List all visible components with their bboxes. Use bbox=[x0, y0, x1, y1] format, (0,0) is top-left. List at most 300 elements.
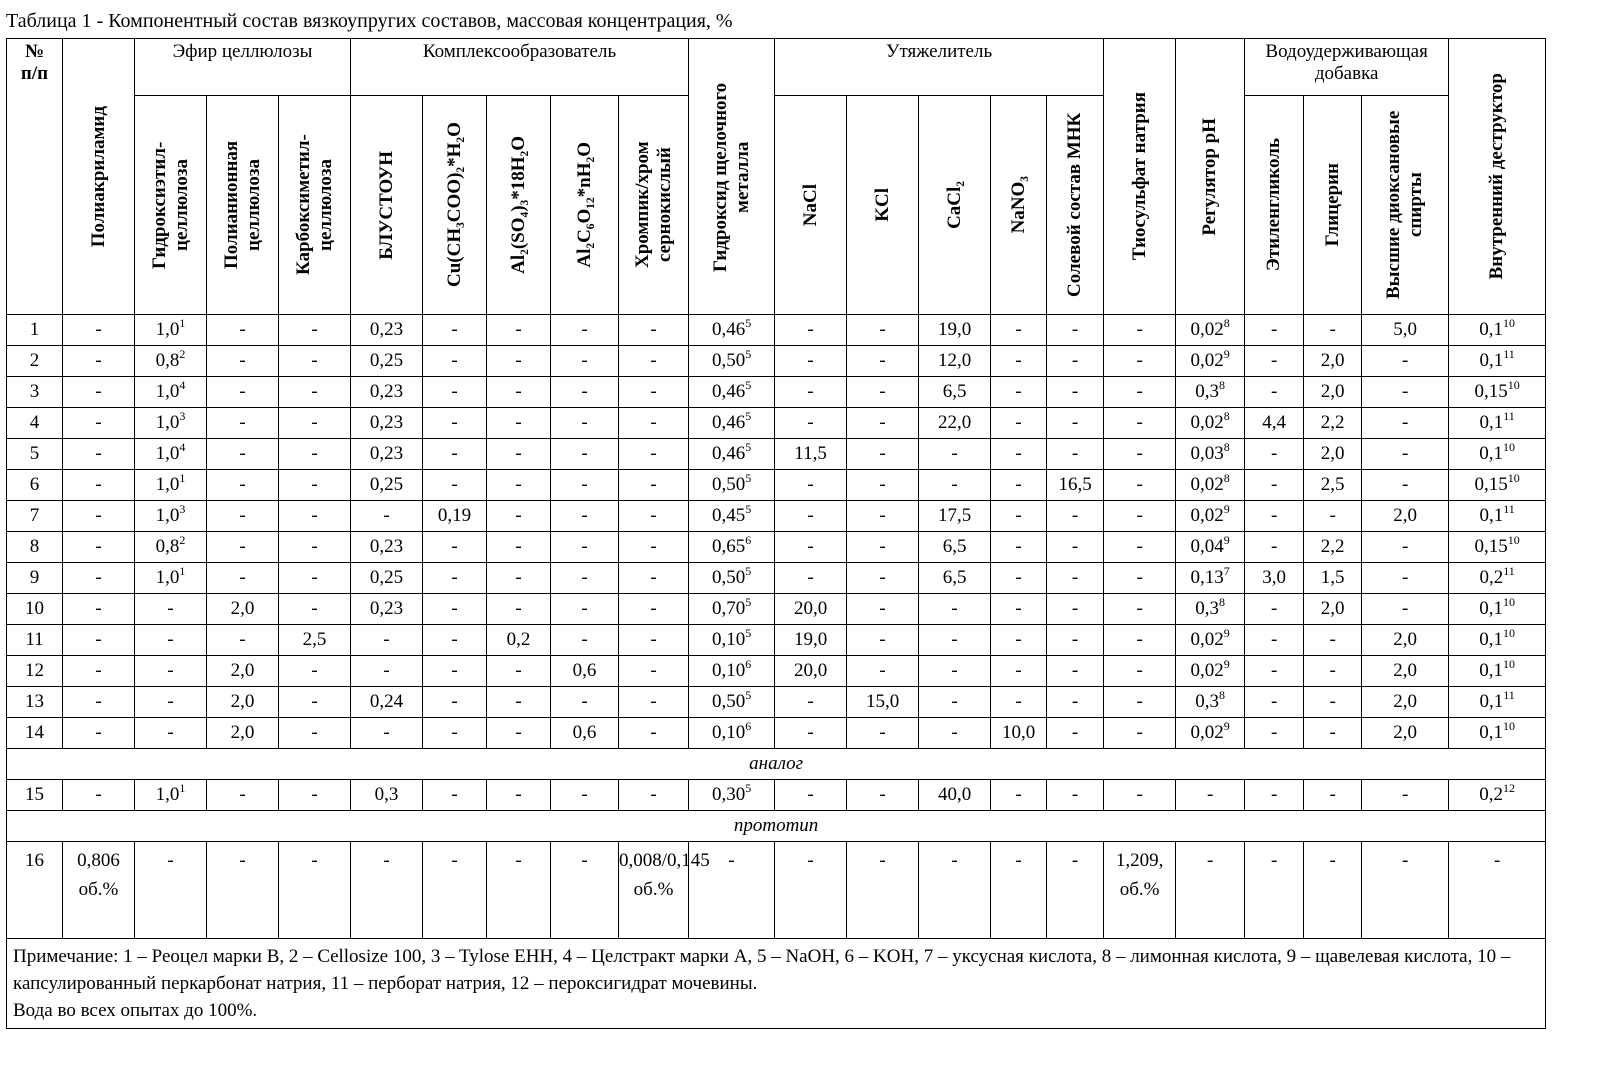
table-cell: - bbox=[1245, 377, 1304, 408]
table-cell: - bbox=[919, 439, 991, 470]
footnote-ref: 5 bbox=[745, 595, 752, 609]
table-row bbox=[7, 439, 1546, 470]
table-cell: - bbox=[487, 563, 551, 594]
footnote-ref: 9 bbox=[1223, 347, 1230, 361]
footnote-ref: 2 bbox=[179, 533, 186, 547]
table-cell: - bbox=[207, 470, 279, 501]
table-cell: - bbox=[919, 687, 991, 718]
table-cell: 1,209, об.% bbox=[1104, 842, 1176, 939]
table-cell: - bbox=[991, 563, 1047, 594]
footnote-ref: 5 bbox=[745, 409, 752, 423]
footnote-ref: 11 bbox=[1503, 347, 1515, 361]
table-cell: 0,23 bbox=[351, 408, 423, 439]
table-row bbox=[7, 625, 1546, 656]
table-cell: - bbox=[207, 625, 279, 656]
table-cell: $0,1^{11}$ bbox=[1449, 408, 1546, 439]
table-cell: - bbox=[1362, 780, 1449, 811]
table-cell: $1,0^1$ bbox=[135, 780, 207, 811]
footnote-ref: 10 bbox=[1503, 626, 1516, 640]
table-cell: - bbox=[991, 346, 1047, 377]
table-cell: $0,1^{11}$ bbox=[1449, 687, 1546, 718]
table-cell: 0,806 об.% bbox=[63, 842, 135, 939]
table-cell: 40,0 bbox=[919, 780, 991, 811]
table-cell: - bbox=[1176, 780, 1245, 811]
table-cell: - bbox=[1104, 315, 1176, 346]
table-cell: 0,02$^9$ bbox=[1176, 656, 1245, 687]
header-kcl: KCl bbox=[847, 96, 919, 315]
table-cell: - bbox=[279, 594, 351, 625]
table-cell: 0,50$^5$ bbox=[689, 563, 775, 594]
table-cell: - bbox=[279, 687, 351, 718]
table-cell: - bbox=[423, 625, 487, 656]
table-cell: - bbox=[351, 656, 423, 687]
table-cell: - bbox=[619, 408, 689, 439]
table-cell: - bbox=[135, 718, 207, 749]
table-cell: - bbox=[1245, 439, 1304, 470]
table-cell: - bbox=[847, 408, 919, 439]
table-cell: 2,0 bbox=[1304, 346, 1362, 377]
table-caption: Таблица 1 - Компонентный состав вязкоупругих составов, массовая концентрация, % bbox=[6, 10, 733, 32]
table-cell: - bbox=[619, 687, 689, 718]
table-cell: - bbox=[279, 532, 351, 563]
header-weight-group: Утяжелитель bbox=[775, 39, 1104, 96]
table-cell: 0,50$^5$ bbox=[689, 687, 775, 718]
table-cell: 0,10$^5$ bbox=[689, 625, 775, 656]
table-cell: 0,02$^8$ bbox=[1176, 470, 1245, 501]
table-cell: - bbox=[1245, 718, 1304, 749]
header-thiosulfate: Тиосульфат натрия bbox=[1104, 39, 1176, 315]
table-cell: 11,5 bbox=[775, 439, 847, 470]
footnote-ref: 9 bbox=[1223, 502, 1230, 516]
table-cell: 0,15$^{10}$ bbox=[1449, 377, 1546, 408]
table-cell: - bbox=[847, 377, 919, 408]
table-cell: 22,0 bbox=[919, 408, 991, 439]
table-cell: - bbox=[135, 687, 207, 718]
header-breaker: Внутренний деструктор bbox=[1449, 39, 1546, 315]
table-cell: 0,23 bbox=[351, 532, 423, 563]
table-cell: - bbox=[1304, 625, 1362, 656]
table-cell: - bbox=[487, 377, 551, 408]
table-cell: - bbox=[1362, 532, 1449, 563]
table-cell: 5,0 bbox=[1362, 315, 1449, 346]
table-cell: - bbox=[63, 346, 135, 377]
table-cell: - bbox=[619, 594, 689, 625]
table-cell: - bbox=[207, 501, 279, 532]
table-cell: - bbox=[551, 532, 619, 563]
table-cell: 0,19 bbox=[423, 501, 487, 532]
table-cell: - bbox=[1362, 563, 1449, 594]
footnote-ref: 10 bbox=[1507, 533, 1520, 547]
table-cell: - bbox=[279, 346, 351, 377]
table-cell: - bbox=[847, 656, 919, 687]
table-cell: - bbox=[423, 718, 487, 749]
table-cell: - bbox=[207, 377, 279, 408]
footnote-ref: 6 bbox=[745, 533, 752, 547]
table-cell: - bbox=[689, 842, 775, 939]
footnote-ref: 1 bbox=[179, 564, 186, 578]
table-cell: - bbox=[551, 408, 619, 439]
table-cell: - bbox=[551, 377, 619, 408]
table-cell: - bbox=[1245, 501, 1304, 532]
table-cell: 2,0 bbox=[1362, 687, 1449, 718]
table-cell: - bbox=[847, 563, 919, 594]
row-number: 7 bbox=[7, 501, 63, 532]
footnote-ref: 9 bbox=[1223, 626, 1230, 640]
table-cell: 0,02$^8$ bbox=[1176, 315, 1245, 346]
table-cell: - bbox=[487, 780, 551, 811]
table-cell: $0,1^{10}$ bbox=[1449, 656, 1546, 687]
table-cell: - bbox=[487, 315, 551, 346]
table-cell: $0,1^{10}$ bbox=[1449, 718, 1546, 749]
row-number: 6 bbox=[7, 470, 63, 501]
table-cell: - bbox=[619, 532, 689, 563]
footnote-ref: 5 bbox=[745, 626, 752, 640]
section-prototype: прототип bbox=[7, 811, 1546, 842]
table-cell: 0,23 bbox=[351, 594, 423, 625]
table-cell: - bbox=[1245, 532, 1304, 563]
table-cell: - bbox=[1304, 315, 1362, 346]
table-row bbox=[7, 656, 1546, 687]
table-cell: 2,0 bbox=[207, 718, 279, 749]
table-cell: - bbox=[487, 718, 551, 749]
table-cell: - bbox=[487, 346, 551, 377]
footnote-ref: 8 bbox=[1223, 440, 1230, 454]
footnote-ref: 8 bbox=[1223, 409, 1230, 423]
header-ph: Регулятор pH bbox=[1176, 39, 1245, 315]
table-cell: - bbox=[207, 563, 279, 594]
table-cell: - bbox=[1362, 594, 1449, 625]
table-cell: - bbox=[1245, 470, 1304, 501]
table-cell: - bbox=[847, 625, 919, 656]
table-cell: - bbox=[207, 532, 279, 563]
table-row bbox=[7, 718, 1546, 749]
table-cell: - bbox=[207, 439, 279, 470]
footnote-ref: 1 bbox=[179, 316, 186, 330]
table-row bbox=[7, 315, 1546, 346]
row-number: 12 bbox=[7, 656, 63, 687]
footnote-ref: 11 bbox=[1503, 409, 1515, 423]
table-cell: - bbox=[63, 470, 135, 501]
table-cell: 0,6 bbox=[551, 656, 619, 687]
table-cell: - bbox=[991, 532, 1047, 563]
table-row bbox=[7, 532, 1546, 563]
table-cell: 4,4 bbox=[1245, 408, 1304, 439]
table-cell: - bbox=[487, 594, 551, 625]
table-cell: - bbox=[1245, 842, 1304, 939]
table-cell: - bbox=[1104, 594, 1176, 625]
table-cell: 2,0 bbox=[1362, 625, 1449, 656]
table-cell: - bbox=[1047, 780, 1104, 811]
table-cell: - bbox=[619, 656, 689, 687]
table-cell: 2,0 bbox=[1362, 501, 1449, 532]
table-cell: - bbox=[279, 718, 351, 749]
footnote-ref: 5 bbox=[745, 502, 752, 516]
row-number: 15 bbox=[7, 780, 63, 811]
table-cell: 0,15$^{10}$ bbox=[1449, 470, 1546, 501]
table-cell: - bbox=[63, 377, 135, 408]
table-cell: - bbox=[487, 501, 551, 532]
table-cell: - bbox=[619, 780, 689, 811]
table-cell: - bbox=[1104, 780, 1176, 811]
footnote-ref: 5 bbox=[745, 440, 752, 454]
table-cell: - bbox=[487, 687, 551, 718]
table-note bbox=[7, 939, 1546, 1029]
table-cell: - bbox=[847, 594, 919, 625]
table-cell: 2,5 bbox=[1304, 470, 1362, 501]
table-cell: - bbox=[63, 408, 135, 439]
table-cell: 2,5 bbox=[279, 625, 351, 656]
table-cell: - bbox=[991, 780, 1047, 811]
table-cell: - bbox=[207, 780, 279, 811]
table-cell: - bbox=[1304, 656, 1362, 687]
table-cell: - bbox=[1104, 408, 1176, 439]
table-cell: - bbox=[1047, 408, 1104, 439]
table-cell: - bbox=[551, 625, 619, 656]
header-cacl2: CaCl₂ bbox=[919, 96, 991, 315]
table-cell: $0,3^8$ bbox=[1176, 377, 1245, 408]
table-cell: - bbox=[351, 718, 423, 749]
header-water-group: Водоудерживающая добавка bbox=[1245, 39, 1449, 96]
table-cell: - bbox=[1304, 718, 1362, 749]
table-cell: - bbox=[423, 780, 487, 811]
table-row bbox=[7, 842, 1546, 939]
table-cell: - bbox=[847, 718, 919, 749]
table-cell: 6,5 bbox=[919, 563, 991, 594]
table-cell: - bbox=[1304, 780, 1362, 811]
table-cell: - bbox=[847, 842, 919, 939]
footnote-ref: 11 bbox=[1503, 502, 1515, 516]
table-cell: $1,0^1$ bbox=[135, 563, 207, 594]
table-cell: - bbox=[351, 625, 423, 656]
footnote-ref: 4 bbox=[179, 378, 186, 392]
table-cell: - bbox=[1104, 656, 1176, 687]
table-cell: 15,0 bbox=[847, 687, 919, 718]
header-num: № п/п bbox=[7, 39, 63, 315]
table-row bbox=[7, 501, 1546, 532]
table-cell: - bbox=[551, 780, 619, 811]
table-cell: - bbox=[1362, 346, 1449, 377]
table-cell: - bbox=[423, 315, 487, 346]
footnote-ref: 9 bbox=[1223, 533, 1230, 547]
table-cell: - bbox=[991, 470, 1047, 501]
table-cell: - bbox=[1047, 656, 1104, 687]
footnote-ref: 10 bbox=[1503, 595, 1516, 609]
table-cell: - bbox=[63, 315, 135, 346]
table-cell: - bbox=[423, 532, 487, 563]
table-cell: $1,0^1$ bbox=[135, 315, 207, 346]
table-cell: - bbox=[1104, 439, 1176, 470]
table-cell: - bbox=[775, 501, 847, 532]
table-cell: $1,0^4$ bbox=[135, 377, 207, 408]
footnote-ref: 5 bbox=[745, 378, 752, 392]
table-cell: - bbox=[991, 594, 1047, 625]
table-cell: - bbox=[551, 842, 619, 939]
table-cell: - bbox=[63, 656, 135, 687]
table-cell: - bbox=[487, 656, 551, 687]
footnote-ref: 8 bbox=[1219, 688, 1225, 702]
table-cell: - bbox=[1047, 718, 1104, 749]
table-cell: - bbox=[207, 315, 279, 346]
table-cell: - bbox=[1245, 594, 1304, 625]
table-cell: - bbox=[775, 408, 847, 439]
footnote-ref: 1 bbox=[179, 471, 186, 485]
footnote-ref: 2 bbox=[179, 347, 186, 361]
row-number: 16 bbox=[7, 842, 63, 939]
table-cell: 12,0 bbox=[919, 346, 991, 377]
table-cell: 2,0 bbox=[1304, 594, 1362, 625]
table-row bbox=[7, 780, 1546, 811]
table-cell: 0,10$^6$ bbox=[689, 718, 775, 749]
water-note: Вода во всех опытах до 100%. bbox=[13, 1000, 258, 1021]
footnote-ref: 5 bbox=[745, 688, 752, 702]
table-cell: - bbox=[1047, 532, 1104, 563]
table-cell: - bbox=[279, 563, 351, 594]
table-cell: $1,0^4$ bbox=[135, 439, 207, 470]
table-cell: - bbox=[619, 625, 689, 656]
table-cell: 0,23 bbox=[351, 377, 423, 408]
table-cell: - bbox=[619, 439, 689, 470]
table-cell: $0,1^{10}$ bbox=[1449, 625, 1546, 656]
table-cell: - bbox=[847, 470, 919, 501]
table-cell: $0,1^{10}$ bbox=[1449, 439, 1546, 470]
table-cell: - bbox=[1362, 470, 1449, 501]
table-cell: - bbox=[1362, 439, 1449, 470]
table-cell: 3,0 bbox=[1245, 563, 1304, 594]
table-cell: $0,1^{11}$ bbox=[1449, 501, 1546, 532]
table-cell: - bbox=[847, 346, 919, 377]
table-cell: $0,2^{11}$ bbox=[1449, 563, 1546, 594]
table-cell: - bbox=[63, 780, 135, 811]
table-cell: - bbox=[847, 501, 919, 532]
table-cell: - bbox=[991, 842, 1047, 939]
footnote-ref: 3 bbox=[179, 502, 186, 516]
header-ethylene-glycol: Этиленгликоль bbox=[1245, 96, 1304, 315]
table-cell: 2,0 bbox=[1362, 656, 1449, 687]
footnote-ref: 5 bbox=[745, 564, 752, 578]
table-cell: - bbox=[351, 501, 423, 532]
header-polyacrylamide: Полиакриламид bbox=[63, 39, 135, 315]
footnote-ref: 5 bbox=[745, 781, 752, 795]
table-cell: - bbox=[1304, 501, 1362, 532]
table-cell: - bbox=[1104, 718, 1176, 749]
footnote-ref: 1 bbox=[179, 781, 186, 795]
table-cell: 0,3 bbox=[351, 780, 423, 811]
table-cell: - bbox=[991, 439, 1047, 470]
header-al-sulfate: Al₂(SO₄)₃*18H₂O bbox=[487, 96, 551, 315]
header-pac: Полианионная целлюлоза bbox=[207, 96, 279, 315]
table-cell: - bbox=[279, 656, 351, 687]
table-cell: 0,25 bbox=[351, 346, 423, 377]
table-cell: $0,3^8$ bbox=[1176, 687, 1245, 718]
table-cell: - bbox=[1047, 377, 1104, 408]
table-cell: - bbox=[619, 563, 689, 594]
footnote-ref: 4 bbox=[179, 440, 186, 454]
table-cell: - bbox=[1245, 780, 1304, 811]
table-cell: - bbox=[1104, 346, 1176, 377]
table-cell: 0,02$^8$ bbox=[1176, 408, 1245, 439]
table-cell: - bbox=[847, 532, 919, 563]
table-cell: 0,02$^9$ bbox=[1176, 625, 1245, 656]
footnote-ref: 5 bbox=[745, 316, 752, 330]
table-cell: 17,5 bbox=[919, 501, 991, 532]
footnote-ref: 8 bbox=[1223, 471, 1230, 485]
table-cell: 2,2 bbox=[1304, 532, 1362, 563]
table-cell: - bbox=[775, 842, 847, 939]
footnote-ref: 8 bbox=[1219, 378, 1225, 392]
table-cell: - bbox=[551, 687, 619, 718]
table-cell: - bbox=[423, 377, 487, 408]
table-cell: - bbox=[1104, 501, 1176, 532]
table-cell: 20,0 bbox=[775, 656, 847, 687]
table-cell: - bbox=[1304, 842, 1362, 939]
table-cell: - bbox=[63, 625, 135, 656]
prototype-row bbox=[7, 842, 1546, 939]
table-cell: - bbox=[551, 594, 619, 625]
table-cell: - bbox=[423, 470, 487, 501]
table-cell: - bbox=[1245, 346, 1304, 377]
table-cell: $1,0^1$ bbox=[135, 470, 207, 501]
table-cell: - bbox=[1304, 687, 1362, 718]
table-cell: - bbox=[919, 594, 991, 625]
table-cell: - bbox=[63, 532, 135, 563]
table-cell: - bbox=[551, 470, 619, 501]
table-cell: - bbox=[1449, 842, 1546, 939]
table-cell: 6,5 bbox=[919, 532, 991, 563]
table-cell: - bbox=[919, 842, 991, 939]
table-cell: - bbox=[423, 594, 487, 625]
table-cell: - bbox=[135, 842, 207, 939]
table-cell: - bbox=[487, 532, 551, 563]
table-cell: - bbox=[551, 315, 619, 346]
table-cell: 6,5 bbox=[919, 377, 991, 408]
header-glycerin: Глицерин bbox=[1304, 96, 1362, 315]
table-cell: 0,24 bbox=[351, 687, 423, 718]
table-cell: 0,45$^5$ bbox=[689, 501, 775, 532]
footnote-ref: 9 bbox=[1223, 657, 1230, 671]
table-cell: $0,8^2$ bbox=[135, 532, 207, 563]
header-mnk: Солевой состав МНК bbox=[1047, 96, 1104, 315]
table-cell: 1,5 bbox=[1304, 563, 1362, 594]
table-cell: - bbox=[775, 377, 847, 408]
row-number: 5 bbox=[7, 439, 63, 470]
table-cell: - bbox=[423, 346, 487, 377]
table-cell: - bbox=[1047, 842, 1104, 939]
row-number: 11 bbox=[7, 625, 63, 656]
table-cell: - bbox=[279, 501, 351, 532]
table-row bbox=[7, 594, 1546, 625]
table-cell: 0,15$^{10}$ bbox=[1449, 532, 1546, 563]
table-cell: - bbox=[1104, 532, 1176, 563]
table-cell: - bbox=[1104, 625, 1176, 656]
table-cell: - bbox=[1047, 563, 1104, 594]
table-cell: 0,04$^9$ bbox=[1176, 532, 1245, 563]
row-number: 9 bbox=[7, 563, 63, 594]
analog-row bbox=[7, 780, 1546, 811]
table-cell: - bbox=[423, 439, 487, 470]
row-number: 10 bbox=[7, 594, 63, 625]
table-row bbox=[7, 687, 1546, 718]
row-number: 14 bbox=[7, 718, 63, 749]
footnote-ref: 10 bbox=[1503, 316, 1516, 330]
row-number: 13 bbox=[7, 687, 63, 718]
header-nano3: NaNO₃ bbox=[991, 96, 1047, 315]
table-cell: 0,70$^5$ bbox=[689, 594, 775, 625]
table-cell: - bbox=[847, 780, 919, 811]
table-cell: - bbox=[919, 625, 991, 656]
table-cell: 0,02$^9$ bbox=[1176, 501, 1245, 532]
table-row bbox=[7, 346, 1546, 377]
table-cell: - bbox=[207, 346, 279, 377]
